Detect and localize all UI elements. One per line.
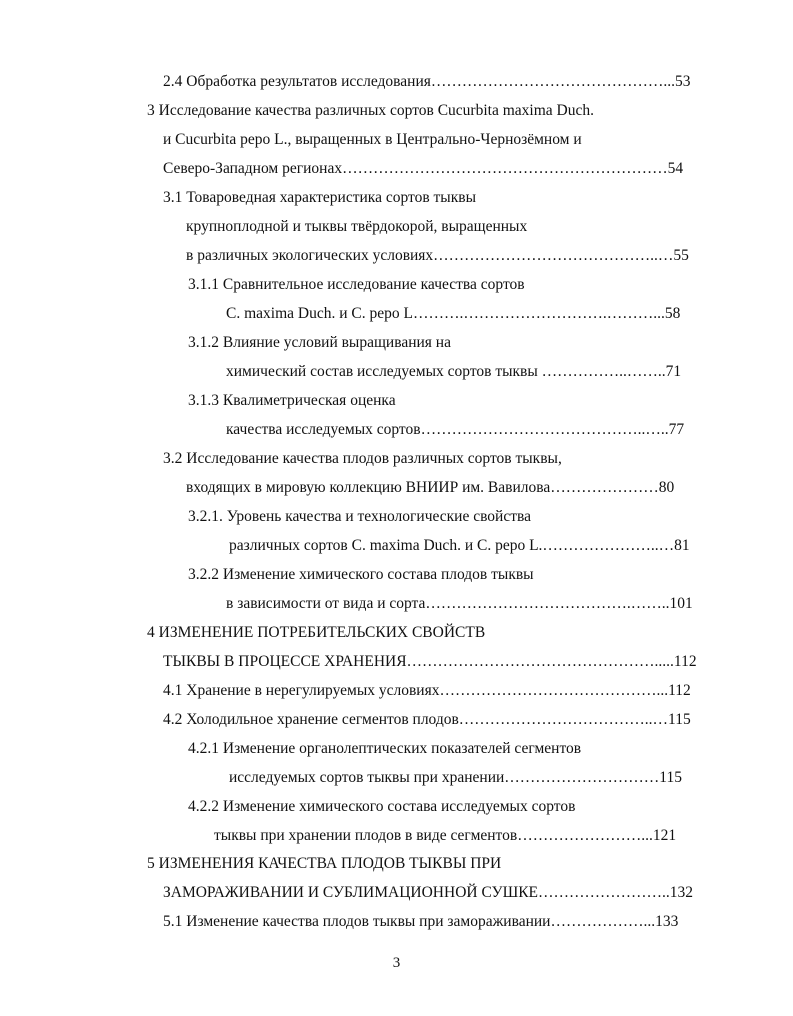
toc-line: входящих в мировую коллекцию ВНИИР им. Вавилова…………………80 [186, 479, 675, 496]
toc-line: 4.1 Хранение в нерегулируемых условиях……………………………………...112 [163, 682, 691, 699]
toc-line: 3.2.2 Изменение химического состава плодов тыквы [188, 566, 534, 583]
toc-line: 3.1.1 Сравнительное исследование качества сортов [188, 276, 525, 293]
toc-line: 3.2.1. Уровень качества и технологические свойства [188, 508, 531, 525]
toc-line: Северо-Западном регионах………………………………………………………54 [163, 160, 684, 177]
toc-line: C. maxima Duch. и C. pepo L……….……………………….………...58 [226, 305, 681, 322]
toc-line: и Cucurbita pepo L., выращенных в Центрально-Чернозёмном и [163, 131, 582, 148]
toc-line: тыквы при хранении плодов в виде сегментов……………………...121 [214, 827, 677, 844]
toc-line: в зависимости от вида и сорта………………………………….……..101 [226, 595, 693, 612]
toc-line: 3 Исследование качества различных сортов Cucurbita maxima Duch. [147, 102, 594, 119]
toc-line: крупноплодной и тыквы твёрдокорой, выращенных [186, 218, 528, 235]
toc-line: 3.1.3 Квалиметрическая оценка [188, 392, 396, 409]
toc-line: различных сортов C. maxima Duch. и C. pepo L.…………………..…81 [229, 537, 690, 554]
toc-line: в различных экологических условиях……………………………………..…55 [186, 247, 689, 264]
toc-line: 3.2 Исследование качества плодов различных сортов тыквы, [163, 450, 562, 467]
toc-line: 4.2.1 Изменение органолептических показателей сегментов [188, 740, 582, 757]
toc-line: исследуемых сортов тыквы при хранении…………………………115 [229, 769, 682, 786]
toc-line: ТЫКВЫ В ПРОЦЕССЕ ХРАНЕНИЯ………………………………………….....112 [163, 653, 697, 670]
toc-line: 5.1 Изменение качества плодов тыквы при замораживании………………...133 [163, 913, 679, 930]
toc-line: 4.2 Холодильное хранение сегментов плодов………………………………..…115 [163, 711, 691, 728]
toc-line: качества исследуемых сортов……………………………………..…..77 [226, 421, 685, 438]
toc-line: 5 ИЗМЕНЕНИЯ КАЧЕСТВА ПЛОДОВ ТЫКВЫ ПРИ [147, 855, 502, 872]
toc-line: ЗАМОРАЖИВАНИИ И СУБЛИМАЦИОННОЙ СУШКЕ……………………..132 [163, 884, 694, 901]
page-number: 3 [392, 955, 401, 971]
toc-line: 2.4 Обработка результатов исследования………………………………………...53 [163, 73, 691, 90]
toc-line: 3.1.2 Влияние условий выращивания на [188, 334, 451, 351]
toc-line: 4.2.2 Изменение химического состава исследуемых сортов [188, 798, 576, 815]
toc-line: 3.1 Товароведная характеристика сортов тыквы [163, 189, 476, 206]
toc-line: химический состав исследуемых сортов тыквы ……………..……..71 [226, 363, 682, 380]
toc-line: 4 ИЗМЕНЕНИЕ ПОТРЕБИТЕЛЬСКИХ СВОЙСТВ [147, 624, 486, 641]
